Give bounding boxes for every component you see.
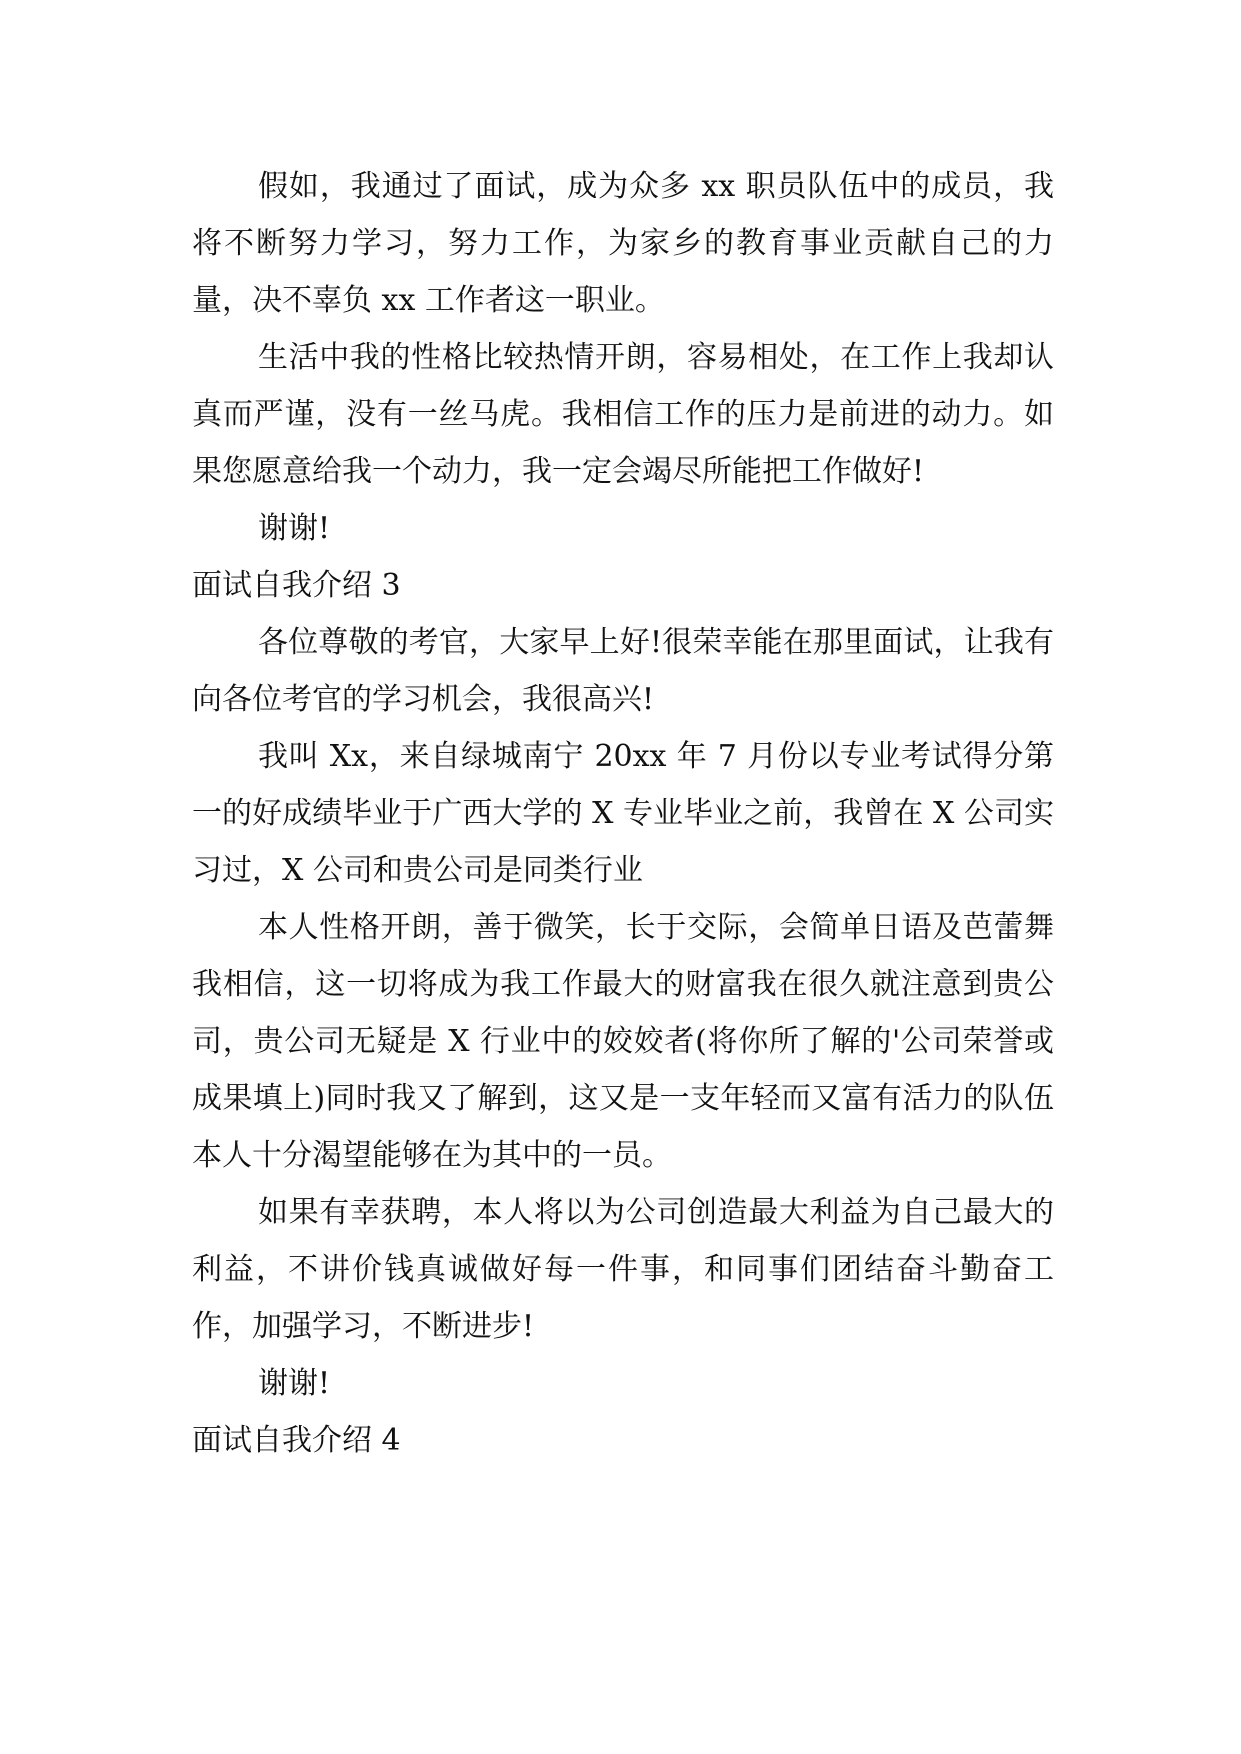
- paragraph-5: 本人性格开朗，善于微笑，长于交际，会简单日语及芭蕾舞我相信，这一切将成为我工作最大的财富我在很久就注意到贵公司，贵公司无疑是 X 行业中的姣姣者(将你所了解的'公司荣誉或成果填上)同时我又了解到，这又是一支年轻而又富有活力的队伍本人十分渴望能够在为其中的一员。: [192, 910, 1054, 1173]
- section-heading-3: 面试自我介绍 3: [192, 568, 401, 603]
- paragraph-3: 各位尊敬的考官，大家早上好!很荣幸能在那里面试，让我有向各位考官的学习机会，我很高兴!: [192, 625, 1054, 717]
- section-heading-4: 面试自我介绍 4: [192, 1423, 401, 1458]
- paragraph-2: 生活中我的性格比较热情开朗，容易相处，在工作上我却认真而严谨，没有一丝马虎。我相信工作的压力是前进的动力。如果您愿意给我一个动力，我一定会竭尽所能把工作做好!: [192, 340, 1054, 489]
- paragraph-1: 假如，我通过了面试，成为众多 xx 职员队伍中的成员，我将不断努力学习，努力工作，为家乡的教育事业贡献自己的力量，决不辜负 xx 工作者这一职业。: [192, 169, 1054, 318]
- paragraph-thanks-1: 谢谢!: [258, 511, 331, 546]
- paragraph-4: 我叫 Xx，来自绿城南宁 20xx 年 7 月份以专业考试得分第一的好成绩毕业于广西大学的 X 专业毕业之前，我曾在 X 公司实习过，X 公司和贵公司是同类行业: [192, 739, 1054, 888]
- paragraph-thanks-2: 谢谢!: [258, 1366, 331, 1401]
- document-body: [192, 158, 1054, 1469]
- paragraph-6: 如果有幸获聘，本人将以为公司创造最大利益为自己最大的利益，不讲价钱真诚做好每一件事，和同事们团结奋斗勤奋工作，加强学习，不断进步!: [192, 1195, 1054, 1344]
